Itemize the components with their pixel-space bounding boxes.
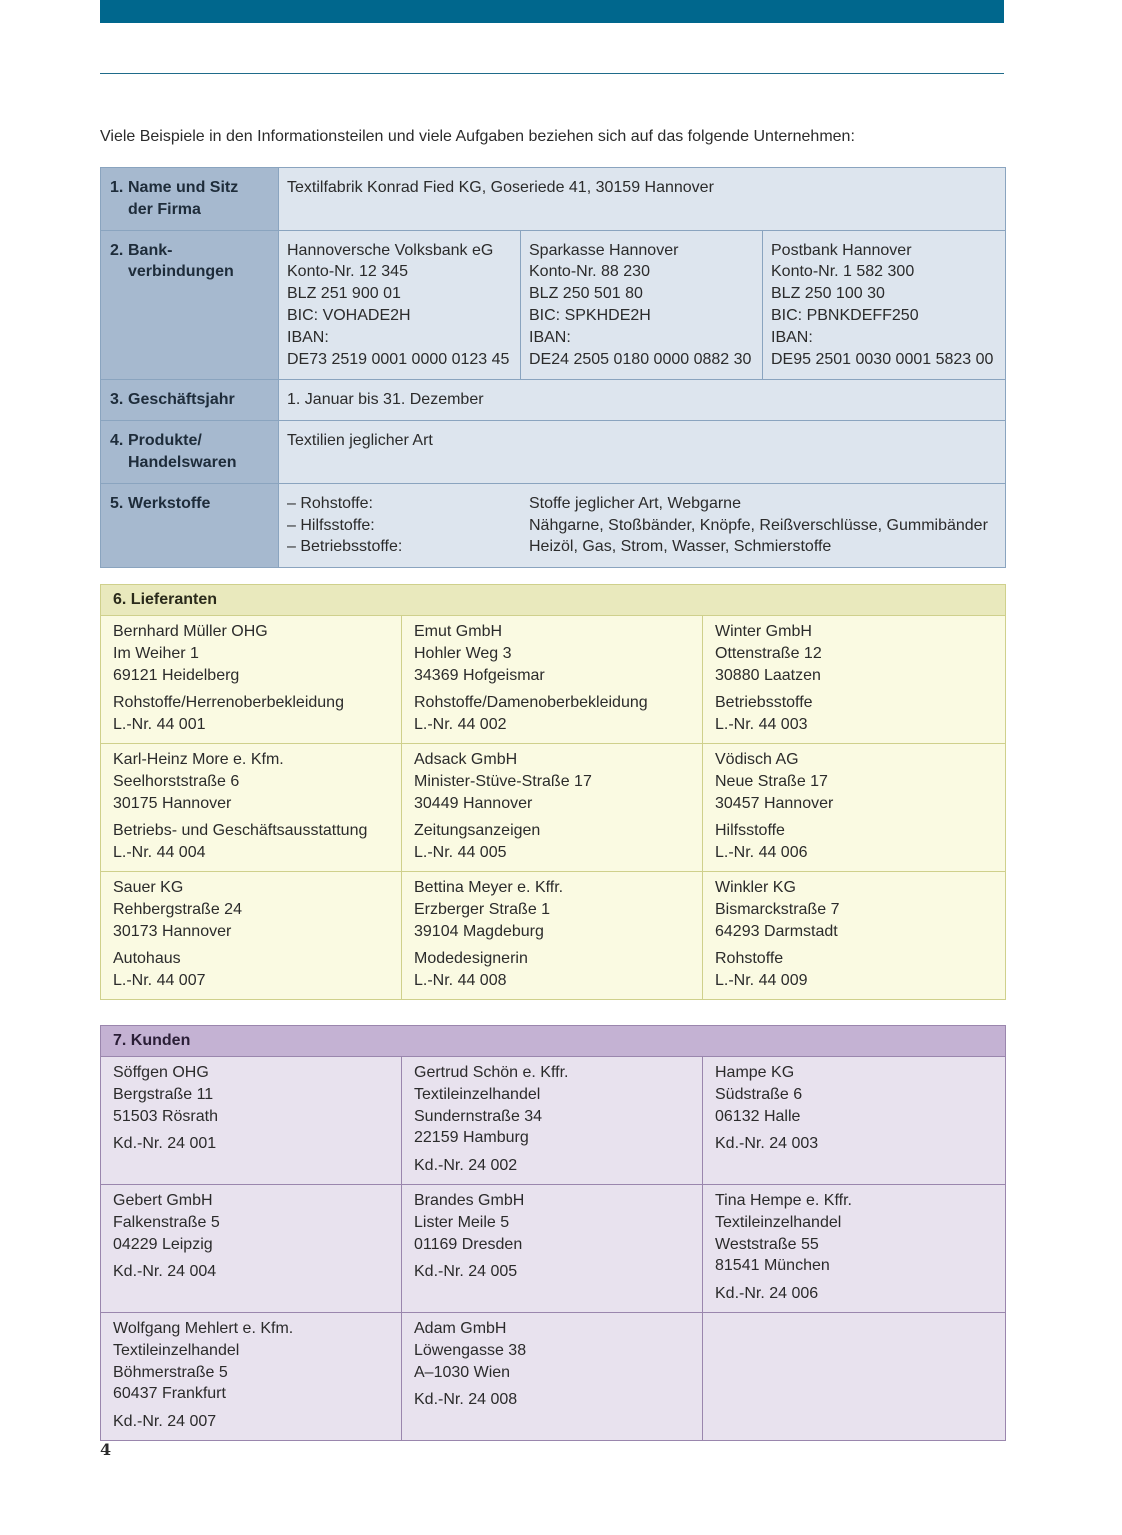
customer-address-line: Tina Hempe e. Kffr. bbox=[715, 1191, 852, 1209]
supplier-city: 30175 Hannover bbox=[113, 794, 232, 812]
customer-address-line: Weststraße 55 bbox=[715, 1235, 819, 1253]
supplier-street: Neue Straße 17 bbox=[715, 772, 828, 790]
supplier-number: L.-Nr. 44 005 bbox=[414, 844, 507, 862]
company-label-year: 3. Geschäftsjahr bbox=[101, 380, 279, 421]
customer-address-line: 51503 Rösrath bbox=[113, 1107, 218, 1125]
customer-number: Kd.-Nr. 24 003 bbox=[715, 1135, 819, 1153]
customer-cell bbox=[402, 1184, 703, 1312]
supplier-number: L.-Nr. 44 001 bbox=[113, 716, 206, 734]
customer-address-line: 06132 Halle bbox=[715, 1107, 801, 1125]
customer-address-line: A–1030 Wien bbox=[414, 1363, 511, 1381]
customer-address-line: Sundernstraße 34 bbox=[414, 1107, 543, 1125]
customer-number: Kd.-Nr. 24 005 bbox=[414, 1263, 518, 1281]
supplier-number: L.-Nr. 44 009 bbox=[715, 972, 808, 990]
lieferanten-title: 6. Lieferanten bbox=[101, 585, 1006, 616]
customer-cell bbox=[101, 1312, 402, 1440]
supplier-city: 30457 Hannover bbox=[715, 794, 834, 812]
bank-cell: Hannoversche Volksbank eG Konto-Nr. 12 345 BLZ 251 900 01 BIC: VOHADE2H IBAN: DE73 2519 0001 0000 0123 45 bbox=[279, 230, 521, 380]
supplier-name: Bernhard Müller OHG bbox=[113, 623, 268, 640]
lieferanten-table bbox=[100, 584, 1006, 1000]
supplier-street: Rehbergstraße 24 bbox=[113, 900, 242, 918]
kunden-row bbox=[101, 1057, 1006, 1185]
customer-cell bbox=[703, 1312, 1006, 1440]
customer-number: Kd.-Nr. 24 008 bbox=[414, 1391, 518, 1409]
lieferanten-row bbox=[101, 616, 1006, 744]
company-row-banks bbox=[101, 230, 1006, 380]
customer-address-line: 22159 Hamburg bbox=[414, 1129, 529, 1147]
supplier-name: Sauer KG bbox=[113, 878, 184, 896]
supplier-cell bbox=[703, 616, 1006, 744]
company-name-value: Textilfabrik Konrad Fied KG, Goseriede 41, 30159 Hannover bbox=[279, 168, 1006, 231]
company-row-products bbox=[101, 421, 1006, 484]
customer-address-line: Falkenstraße 5 bbox=[113, 1213, 220, 1231]
company-products-value: Textilien jeglicher Art bbox=[279, 421, 1006, 484]
customer-address-line: Bergstraße 11 bbox=[113, 1085, 214, 1103]
supplier-cell bbox=[703, 871, 1006, 999]
supplier-name: Adsack GmbH bbox=[414, 750, 518, 768]
company-row-name bbox=[101, 168, 1006, 231]
supplier-number: L.-Nr. 44 004 bbox=[113, 844, 206, 862]
customer-address-line: Brandes GmbH bbox=[414, 1191, 525, 1209]
supplier-category: Modedesignerin bbox=[414, 950, 528, 968]
customer-address-line: 04229 Leipzig bbox=[113, 1235, 213, 1253]
supplier-city: 39104 Magdeburg bbox=[414, 922, 544, 940]
customer-cell bbox=[101, 1057, 402, 1185]
supplier-name: Emut GmbH bbox=[414, 623, 503, 640]
customer-address-line: Adam GmbH bbox=[414, 1319, 507, 1337]
kunden-row bbox=[101, 1312, 1006, 1440]
supplier-street: Ottenstraße 12 bbox=[715, 644, 822, 662]
supplier-name: Vödisch AG bbox=[715, 750, 799, 768]
company-label-banks: 2. Bank- verbindungen bbox=[101, 230, 279, 380]
company-row-werkstoffe bbox=[101, 483, 1006, 567]
supplier-name: Winkler KG bbox=[715, 878, 796, 896]
intro-text: Viele Beispiele in den Informationsteilen und viele Aufgaben beziehen sich auf das folgende Unternehmen: bbox=[100, 128, 855, 145]
supplier-city: 64293 Darmstadt bbox=[715, 922, 838, 940]
supplier-street: Hohler Weg 3 bbox=[414, 644, 512, 662]
werkstoffe-list bbox=[279, 483, 1006, 567]
customer-address-line: Gebert GmbH bbox=[113, 1191, 213, 1209]
supplier-category: Autohaus bbox=[113, 950, 181, 968]
werkstoff-row: – Rohstoffe: Stoffe jeglicher Art, Webgarne bbox=[287, 494, 741, 512]
supplier-category: Betriebs- und Geschäftsausstattung bbox=[113, 822, 368, 840]
supplier-name: Karl-Heinz More e. Kfm. bbox=[113, 750, 284, 768]
supplier-number: L.-Nr. 44 006 bbox=[715, 844, 808, 862]
supplier-category: Betriebsstoffe bbox=[715, 694, 813, 712]
supplier-category: Hilfsstoffe bbox=[715, 822, 785, 840]
customer-cell bbox=[402, 1312, 703, 1440]
supplier-number: L.-Nr. 44 007 bbox=[113, 972, 206, 990]
supplier-street: Im Weiher 1 bbox=[113, 644, 199, 662]
header-rule bbox=[100, 73, 1004, 74]
lieferanten-row bbox=[101, 743, 1006, 871]
company-row-year bbox=[101, 380, 1006, 421]
supplier-category: Rohstoffe/Damenoberbekleidung bbox=[414, 694, 648, 712]
customer-address-line: Südstraße 6 bbox=[715, 1085, 803, 1103]
kunden-row bbox=[101, 1184, 1006, 1312]
kunden-title: 7. Kunden bbox=[101, 1026, 1006, 1057]
supplier-city: 69121 Heidelberg bbox=[113, 666, 240, 684]
supplier-cell bbox=[402, 871, 703, 999]
supplier-city: 30173 Hannover bbox=[113, 922, 232, 940]
supplier-street: Bismarckstraße 7 bbox=[715, 900, 840, 918]
kunden-table bbox=[100, 1025, 1006, 1441]
customer-address-line: Gertrud Schön e. Kffr. bbox=[414, 1064, 569, 1081]
customer-cell bbox=[101, 1184, 402, 1312]
customer-address-line: Wolfgang Mehlert e. Kfm. bbox=[113, 1319, 294, 1337]
customer-address-line: Söffgen OHG bbox=[113, 1064, 209, 1081]
customer-address-line: Löwengasse 38 bbox=[414, 1341, 527, 1359]
supplier-street: Seelhorststraße 6 bbox=[113, 772, 240, 790]
supplier-name: Winter GmbH bbox=[715, 623, 812, 640]
supplier-cell bbox=[101, 616, 402, 744]
bank-cell: Postbank Hannover Konto-Nr. 1 582 300 BLZ 250 100 30 BIC: PBNKDEFF250 IBAN: DE95 2501 0030 0001 5823 00 bbox=[763, 230, 1006, 380]
supplier-cell bbox=[402, 616, 703, 744]
customer-number: Kd.-Nr. 24 006 bbox=[715, 1285, 819, 1303]
company-label-products: 4. Produkte/ Handelswaren bbox=[101, 421, 279, 484]
supplier-number: L.-Nr. 44 002 bbox=[414, 716, 507, 734]
supplier-number: L.-Nr. 44 003 bbox=[715, 716, 808, 734]
customer-address-line: Hampe KG bbox=[715, 1064, 795, 1081]
page-number: 4 bbox=[100, 1440, 112, 1459]
company-year-value: 1. Januar bis 31. Dezember bbox=[279, 380, 1006, 421]
supplier-category: Rohstoffe/Herrenoberbekleidung bbox=[113, 694, 344, 712]
supplier-street: Minister-Stüve-Straße 17 bbox=[414, 772, 592, 790]
customer-address-line: Böhmerstraße 5 bbox=[113, 1363, 228, 1381]
supplier-street: Erzberger Straße 1 bbox=[414, 900, 551, 918]
supplier-cell bbox=[101, 871, 402, 999]
supplier-city: 30449 Hannover bbox=[414, 794, 533, 812]
supplier-city: 30880 Laatzen bbox=[715, 666, 821, 684]
bank-cell: Sparkasse Hannover Konto-Nr. 88 230 BLZ 250 501 80 BIC: SPKHDE2H IBAN: DE24 2505 0180 0000 0882 30 bbox=[521, 230, 763, 380]
customer-number: Kd.-Nr. 24 002 bbox=[414, 1157, 518, 1175]
customer-address-line: Lister Meile 5 bbox=[414, 1213, 510, 1231]
customer-address-line: 81541 München bbox=[715, 1257, 830, 1275]
customer-number: Kd.-Nr. 24 004 bbox=[113, 1263, 217, 1281]
header-bar bbox=[100, 0, 1004, 23]
supplier-number: L.-Nr. 44 008 bbox=[414, 972, 507, 990]
supplier-name: Bettina Meyer e. Kffr. bbox=[414, 878, 564, 896]
customer-number: Kd.-Nr. 24 007 bbox=[113, 1413, 217, 1431]
customer-cell bbox=[703, 1057, 1006, 1185]
werkstoff-row: – Hilfsstoffe: Nähgarne, Stoßbänder, Knöpfe, Reißverschlüsse, Gummibänder bbox=[287, 516, 988, 534]
supplier-cell bbox=[402, 743, 703, 871]
customer-number: Kd.-Nr. 24 001 bbox=[113, 1135, 217, 1153]
werkstoff-row: – Betriebsstoffe: Heizöl, Gas, Strom, Wasser, Schmierstoffe bbox=[287, 538, 832, 556]
company-info-table bbox=[100, 167, 1006, 568]
supplier-category: Rohstoffe bbox=[715, 950, 784, 968]
company-label-werkstoffe: 5. Werkstoffe bbox=[101, 483, 279, 567]
customer-address-line: 01169 Dresden bbox=[414, 1235, 523, 1253]
supplier-cell bbox=[703, 743, 1006, 871]
supplier-cell bbox=[101, 743, 402, 871]
customer-cell bbox=[703, 1184, 1006, 1312]
supplier-city: 34369 Hofgeismar bbox=[414, 666, 545, 684]
company-label-name: 1. Name und Sitz der Firma bbox=[101, 168, 279, 231]
customer-address-line: Textileinzelhandel bbox=[715, 1213, 842, 1231]
customer-address-line: Textileinzelhandel bbox=[414, 1085, 541, 1103]
lieferanten-row bbox=[101, 871, 1006, 999]
customer-cell bbox=[402, 1057, 703, 1185]
customer-address-line: Textileinzelhandel bbox=[113, 1341, 240, 1359]
supplier-category: Zeitungsanzeigen bbox=[414, 822, 541, 840]
customer-address-line: 60437 Frankfurt bbox=[113, 1385, 226, 1403]
